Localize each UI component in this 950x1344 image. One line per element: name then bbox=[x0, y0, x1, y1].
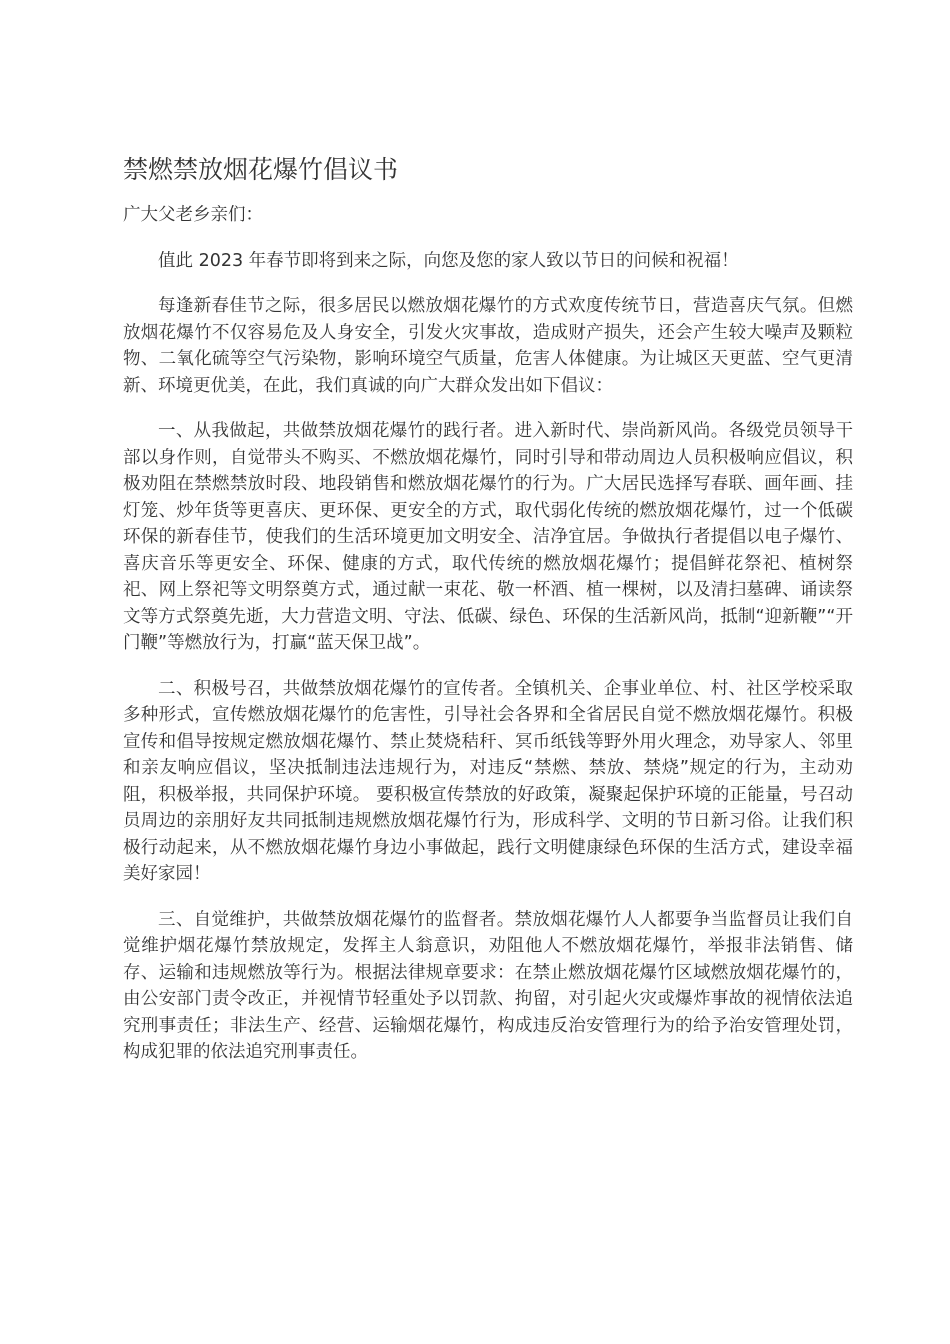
greeting-line: 广大父老乡亲们： bbox=[123, 205, 263, 225]
paragraph-opening: 值此 2023 年春节即将到来之际，向您及您的家人致以节日的问候和祝福！ bbox=[158, 250, 739, 271]
document-body bbox=[123, 150, 853, 1085]
paragraph-practitioner: 一、从我做起，共做禁放烟花爆竹的践行者。进入新时代、崇尚新风尚。各级党员领导干部以身作则，自觉带头不购买、不燃放烟花爆竹，同时引导和带动周边人员积极响应倡议，积极劝阻在禁燃禁放时段、地段销售和燃放烟花爆竹的行为。广大居民选择写春联、画年画、挂灯笼、炒年货等更喜庆、更环保、更安全的方式，取代弱化传统的燃放烟花爆竹，过一个低碳环保的新春佳节，使我们的生活环境更加文明安全、洁净宜居。争做执行者提倡以电子爆竹、喜庆音乐等更安全、环保、健康的方式，取代传统的燃放烟花爆竹；提倡鲜花祭祀、植树祭祀、网上祭祀等文明祭奠方式，通过献一束花、敬一杯酒、植一棵树，以及清扫墓碑、诵读祭文等方式祭奠先逝，大力营造文明、守法、低碳、绿色、环保的生活新风尚，抵制“迎新鞭”“开门鞭”等燃放行为，打赢“蓝天保卫战”。 bbox=[123, 421, 853, 653]
paragraph-promoter: 二、积极号召，共做禁放烟花爆竹的宣传者。全镇机关、企事业单位、村、社区学校采取多种形式，宣传燃放烟花爆竹的危害性，引导社会各界和全省居民自觉不燃放烟花爆竹。积极宣传和倡导按规定燃放烟花爆竹、禁止焚烧秸秆、冥币纸钱等野外用火理念，劝导家人、邻里和亲友响应倡议，坚决抵制违法违规行为，对违反“禁燃、禁放、禁烧”规定的行为，主动劝阻，积极举报，共同保护环境。 要积极宣传禁放的好政策，凝聚起保护环境的正能量，号召动员周边的亲朋好友共同抵制违规燃放烟花爆竹行为，形成科学、文明的节日新习俗。让我们积极行动起来，从不燃放烟花爆竹身边小事做起，践行文明健康绿色环保的生活方式，建设幸福美好家园！ bbox=[123, 678, 853, 884]
paragraph-background: 每逢新春佳节之际，很多居民以燃放烟花爆竹的方式欢度传统节日，营造喜庆气氛。但燃放烟花爆竹不仅容易危及人身安全，引发火灾事故，造成财产损失，还会产生较大噪声及颗粒物、二氧化硫等空气污染物，影响环境空气质量，危害人体健康。为让城区天更蓝、空气更清新、环境更优美，在此，我们真诚的向广大群众发出如下倡议： bbox=[123, 296, 853, 396]
document-title: 禁燃禁放烟花爆竹倡议书 bbox=[123, 155, 399, 184]
paragraph-supervisor: 三、自觉维护，共做禁放烟花爆竹的监督者。禁放烟花爆竹人人都要争当监督员让我们自觉维护烟花爆竹禁放规定，发挥主人翁意识，劝阻他人不燃放烟花爆竹，举报非法销售、储存、运输和违规燃放等行为。根据法律规章要求：在禁止燃放烟花爆竹区域燃放烟花爆竹的，由公安部门责令改正，并视情节轻重处予以罚款、拘留，对引起火灾或爆炸事故的视情依法追究刑事责任；非法生产、经营、运输烟花爆竹，构成违反治安管理行为的给予治安管理处罚，构成犯罪的依法追究刑事责任。 bbox=[123, 909, 853, 1062]
